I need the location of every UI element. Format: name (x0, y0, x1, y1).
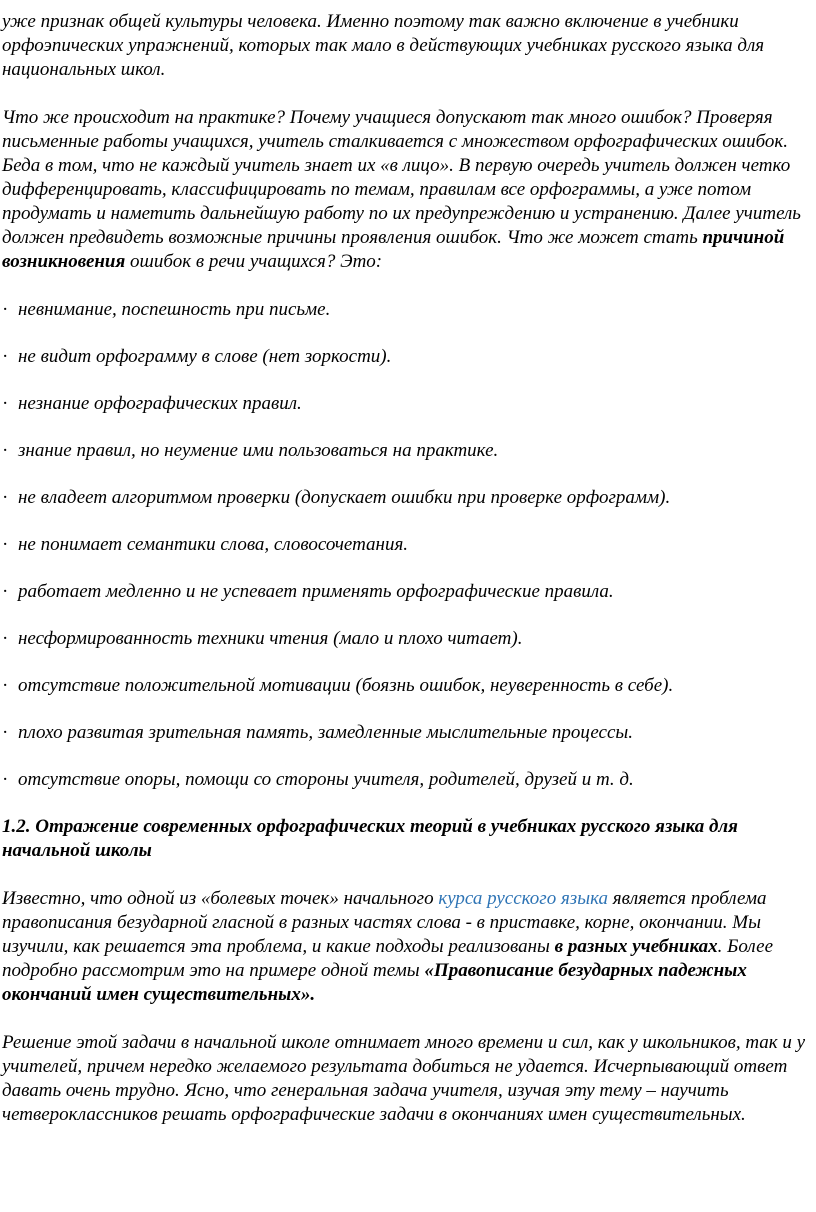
list-item-text: не владеет алгоритмом проверки (допускает ошибки при проверке орфограмм). (18, 487, 671, 508)
known-bold-topic: «Правописание безударных падежных окончаний имен существительных». (2, 960, 747, 1005)
practice-bold-phrase: причиной возникновения (2, 227, 785, 272)
bullet-icon: · (2, 769, 9, 790)
list-item-text: невнимание, поспешность при письме. (18, 299, 331, 320)
known-bold-textbooks: в разных учебниках (554, 936, 718, 957)
list-item-text: отсутствие положительной мотивации (боязнь ошибок, неуверенность в себе). (18, 675, 674, 696)
bullet-icon: · (2, 534, 9, 555)
list-item-text: не видит орфограмму в слове (нет зоркости). (18, 346, 392, 367)
list-item (2, 721, 814, 745)
bullet-icon: · (2, 722, 9, 743)
bullet-icon: · (2, 393, 9, 414)
bullet-icon: · (2, 299, 9, 320)
list-item (2, 392, 814, 416)
list-item (2, 627, 814, 651)
list-item (2, 580, 814, 604)
known-text-1: Известно, что одной из «болевых точек» начального (2, 888, 439, 909)
list-item (2, 439, 814, 463)
list-item-text: знание правил, но неумение ими пользоваться на практике. (18, 440, 499, 461)
known-paragraph (2, 887, 814, 1007)
practice-text-start: Что же происходит на практике? Почему учащиеся допускают так много ошибок? Проверяя письменные работы учащихся, учитель сталкивается с множеством орфографических ошибок. Беда в том, что не каждый учитель знает их «в лицо». В первую очередь учитель должен четко дифференцировать, классифицировать по темам, правилам все орфограммы, а уже потом продумать и наметить дальнейшую работу по их предупреждению и устранению. Далее учитель должен предвидеть возможные причины проявления ошибок. Что же может стать (2, 107, 801, 248)
bullet-icon: · (2, 581, 9, 602)
list-item-text: отсутствие опоры, помощи со стороны учителя, родителей, друзей и т. д. (18, 769, 634, 790)
bullet-icon: · (2, 487, 9, 508)
list-item (2, 768, 814, 792)
bullet-icon: · (2, 440, 9, 461)
practice-paragraph (2, 106, 814, 274)
list-item-text: незнание орфографических правил. (18, 393, 302, 414)
known-text-2: является проблема правописания безударной гласной в разных частях слова - в приставке, корне, окончании. Мы изучили, как решается эта проблема, и какие подходы реализованы (2, 888, 767, 957)
known-text-3: . Более подробно рассмотрим это на примере одной темы (2, 936, 773, 981)
error-causes-list (2, 298, 814, 792)
intro-text: уже признак общей культуры человека. Именно поэтому так важно включение в учебники орфоэпических упражнений, которых так мало в действующих учебниках русского языка для национальных школ. (2, 11, 765, 80)
russian-course-link[interactable]: курса русского языка (438, 888, 608, 909)
section-heading: 1.2. Отражение современных орфографических теорий в учебниках русского языка для начальной школы (2, 816, 738, 861)
solution-paragraph (2, 1031, 814, 1127)
practice-text-end: ошибок в речи учащихся? Это: (125, 251, 383, 272)
bullet-icon: · (2, 675, 9, 696)
bullet-icon: · (2, 628, 9, 649)
list-item (2, 533, 814, 557)
list-item (2, 674, 814, 698)
solution-text: Решение этой задачи в начальной школе отнимает много времени и сил, как у школьников, так и у учителей, причем нередко желаемого результата добиться не удается. Исчерпывающий ответ давать очень трудно. Ясно, что генеральная задача учителя, изучая эту тему – научить четвероклассников решать орфографические задачи в окончаниях имен существительных. (2, 1032, 806, 1125)
list-item-text: не понимает семантики слова, словосочетания. (18, 534, 409, 555)
list-item (2, 486, 814, 510)
list-item-text: плохо развитая зрительная память, замедленные мыслительные процессы. (18, 722, 634, 743)
intro-paragraph (2, 10, 814, 82)
list-item-text: несформированность техники чтения (мало и плохо читает). (18, 628, 523, 649)
bullet-icon: · (2, 346, 9, 367)
list-item-text: работает медленно и не успевает применять орфографические правила. (18, 581, 614, 602)
list-item (2, 345, 814, 369)
list-item (2, 298, 814, 322)
